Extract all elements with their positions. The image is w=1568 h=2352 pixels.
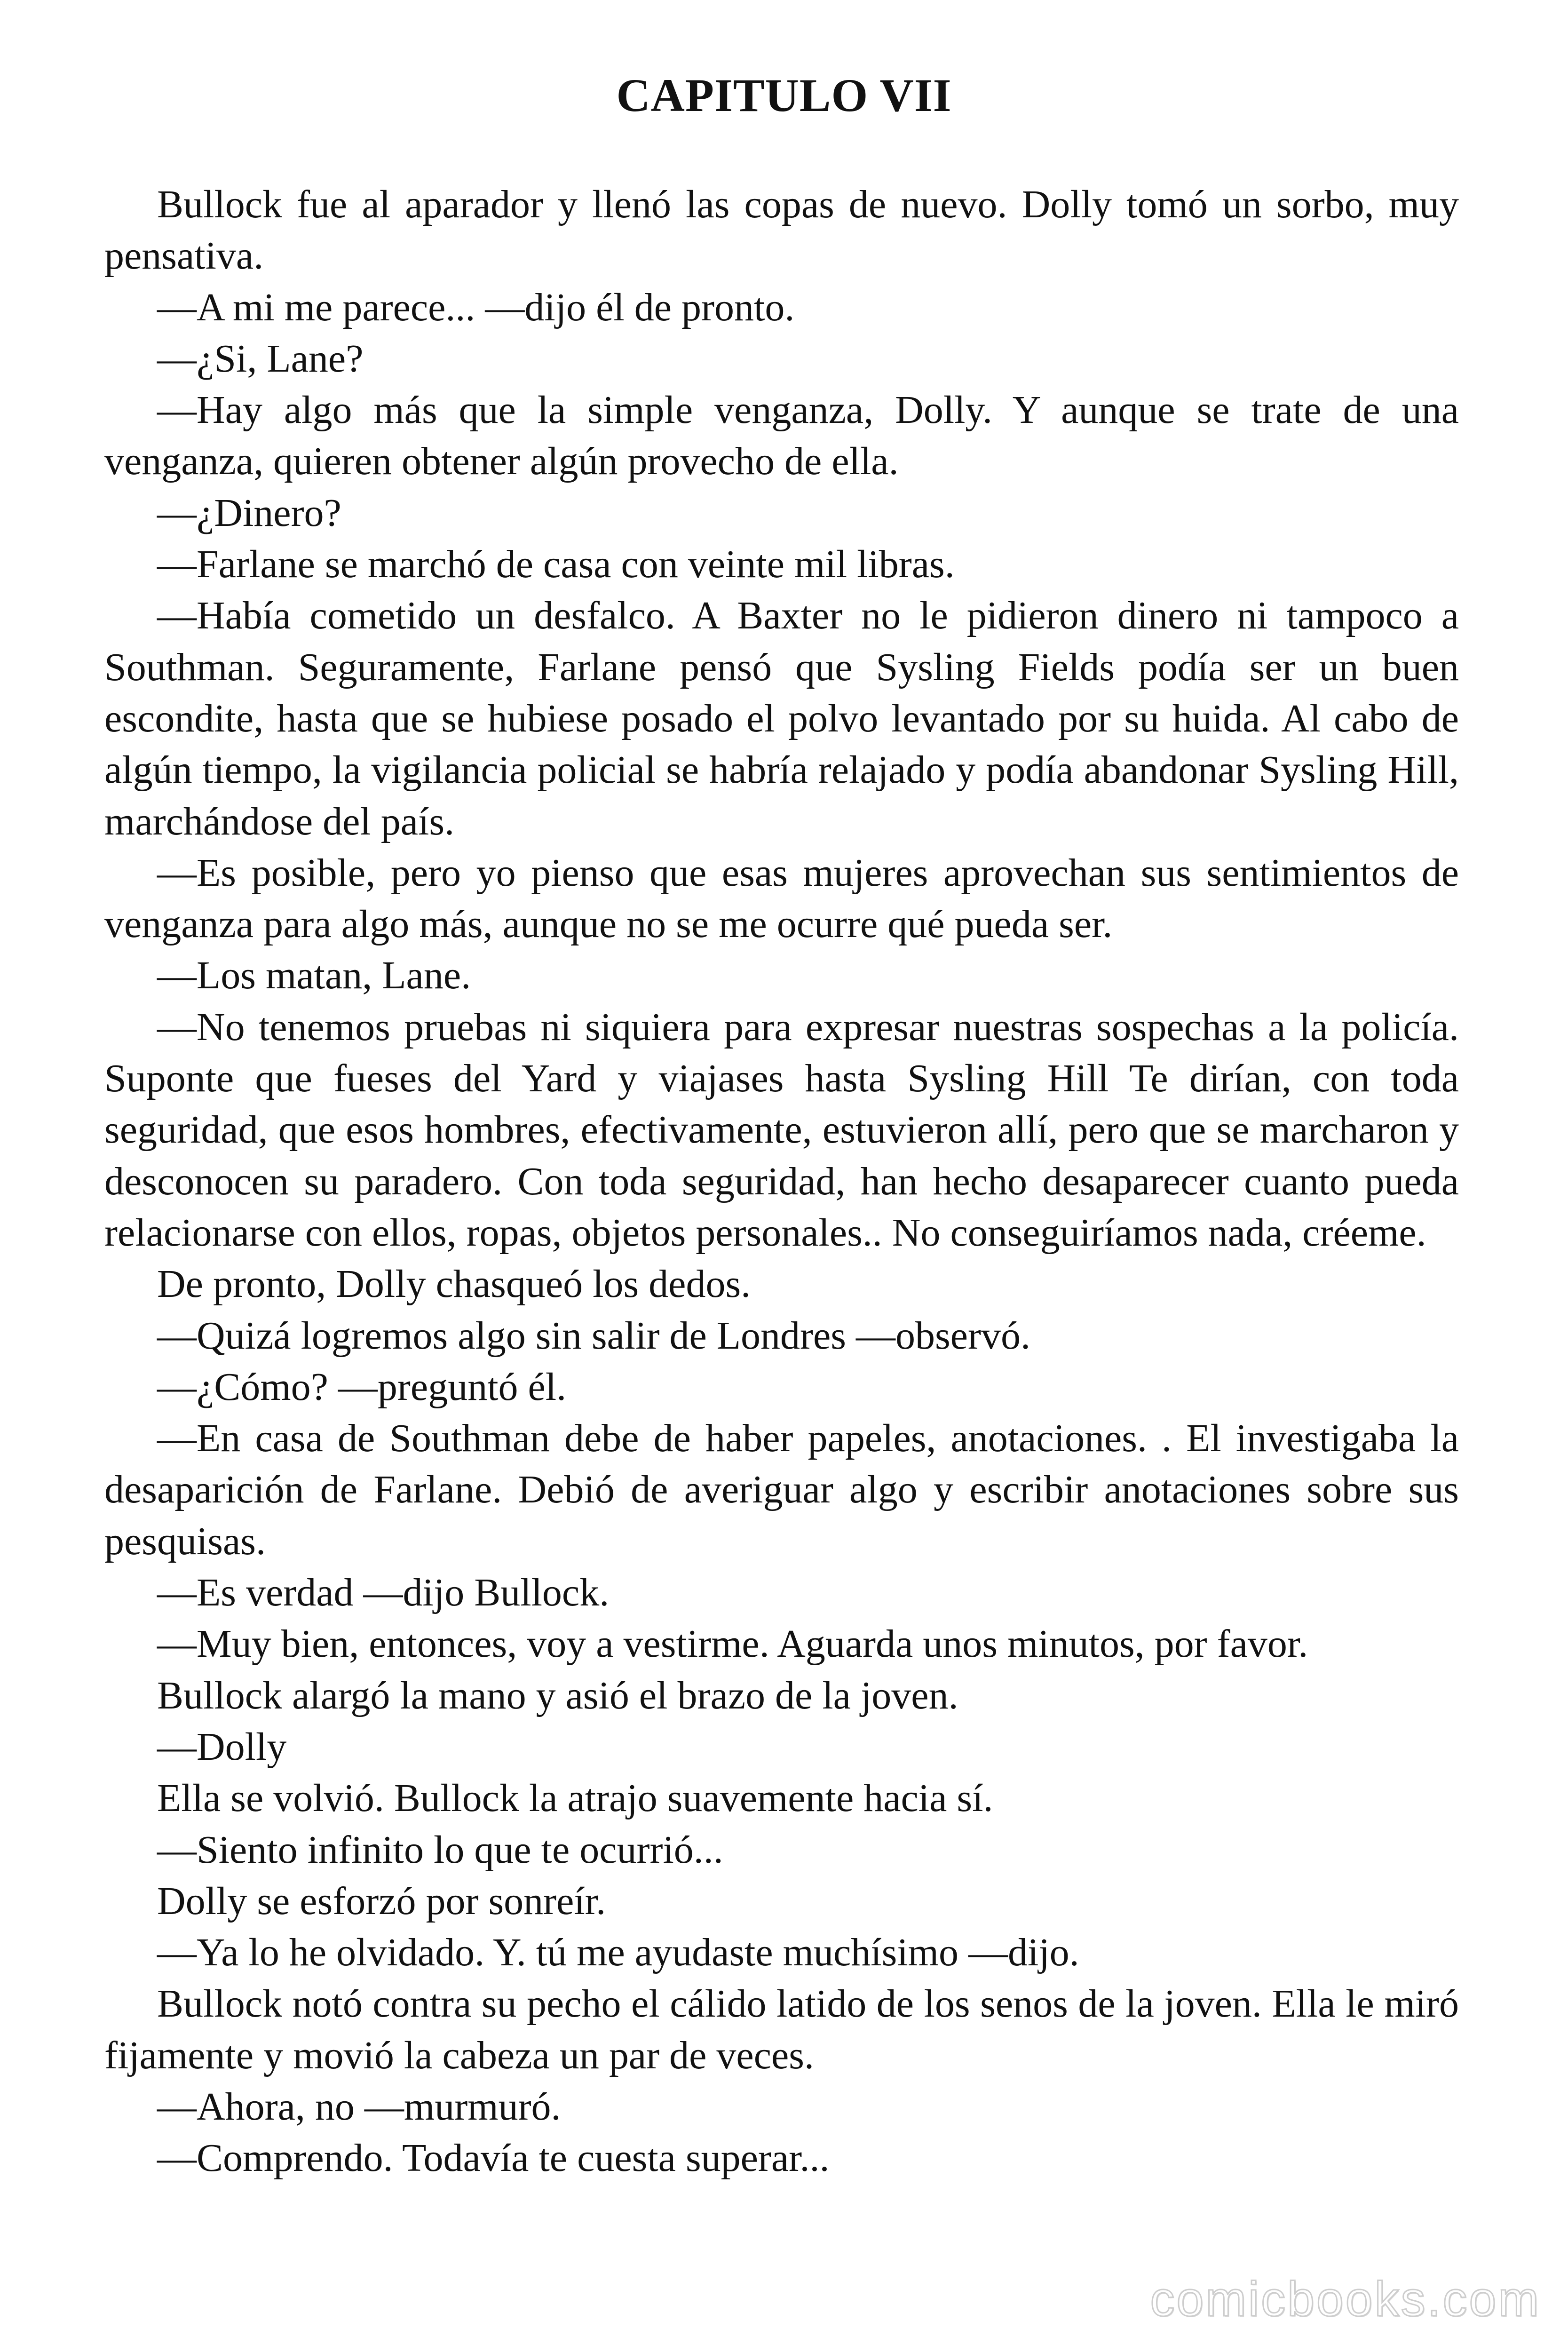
paragraph: —¿Si, Lane? [157,336,364,381]
paragraph: Bullock fue al aparador y llenó las copas de nuevo. Dolly tomó un sorbo, muy pensativa. [104,183,1459,278]
paragraph: —Siento infinito lo que te ocurrió... [157,1828,723,1872]
chapter-title: CAPITULO VII [616,69,952,121]
paragraph: —¿Cómo? —preguntó él. [157,1365,567,1409]
paragraph: —En casa de Southman debe de haber papeles, anotaciones. . El investigaba la desaparición de Farlane. Debió de averiguar algo y escribir anotaciones sobre sus pesquisas. [104,1416,1459,1563]
paragraph: —Es posible, pero yo pienso que esas mujeres aprovechan sus sentimientos de venganza para algo más, aunque no se me ocurre qué pueda ser. [104,850,1459,946]
paragraph: —Los matan, Lane. [157,954,471,998]
paragraph: —Hay algo más que la simple venganza, Dolly. Y aunque se trate de una venganza, quieren obtener algún provecho de ella. [104,388,1459,484]
paragraph: —Farlane se marchó de casa con veinte mil libras. [157,542,955,587]
paragraph: —Muy bien, entonces, voy a vestirme. Aguarda unos minutos, por favor. [157,1622,1308,1666]
paragraph: Bullock notó contra su pecho el cálido latido de los senos de la joven. Ella le miró fijamente y movió la cabeza un par de veces. [104,1982,1459,2077]
paragraph: —Ya lo he olvidado. Y. tú me ayudaste muchísimo —dijo. [157,1931,1079,1975]
paragraph: —Comprendo. Todavía te cuesta superar... [157,2136,830,2180]
paragraph: —Dolly [157,1724,287,1769]
paragraph: —Ahora, no —murmuró. [157,2084,561,2129]
paragraph: —¿Dinero? [157,491,341,535]
paragraph: —Quizá logremos algo sin salir de Londres —observó. [157,1313,1030,1358]
paragraph: —No tenemos pruebas ni siquiera para expresar nuestras sospechas a la policía. Suponte que fueses del Yard y viajases hasta Sysling Hill Te dirían, con toda seguridad, que esos hombres, efectivamente, estuvieron allí, pero que se marcharon y desconocen su paradero. Con toda seguridad, han hecho desaparecer cuanto pueda relacionarse con ellos, ropas, objetos personales.. No conseguiríamos nada, créeme. [104,1005,1459,1255]
paragraph: —Había cometido un desfalco. A Baxter no le pidieron dinero ni tampoco a Southman. Seguramente, Farlane pensó que Sysling Fields podía ser un buen escondite, hasta que se hubiese posado el polvo levantado por su huida. Al cabo de algún tiempo, la vigilancia policial se habría relajado y podía abandonar Sysling Hill, marchándose del país. [104,594,1459,843]
watermark: comicbooks.com [1150,2272,1541,2327]
paragraph: Bullock alargó la mano y asió el brazo de la joven. [157,1673,958,1717]
paragraph: —Es verdad —dijo Bullock. [157,1571,610,1615]
paragraph: Dolly se esforzó por sonreír. [157,1879,606,1923]
paragraph: —A mi me parece... —dijo él de pronto. [157,285,795,329]
paragraph: De pronto, Dolly chasqueó los dedos. [157,1262,751,1306]
paragraph: Ella se volvió. Bullock la atrajo suavemente hacia sí. [157,1776,993,1820]
chapter-body [104,179,1459,2184]
